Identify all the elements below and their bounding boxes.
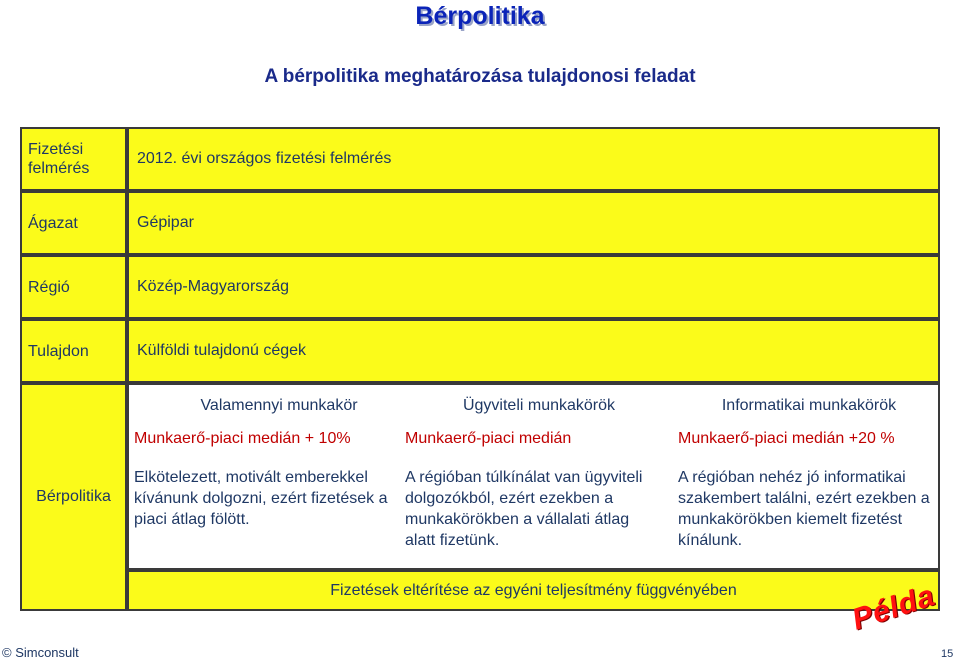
median-it-jobs: Munkaerő-piaci medián +20 % [678, 430, 895, 447]
row-value-sector [127, 191, 940, 255]
description-all-jobs: Elkötelezett, motivált emberekkel kívánunk dolgozni, ezért fizetések a piaci átlag fölött. [134, 469, 388, 528]
row-value-ownership-text: Külföldi tulajdonú cégek [137, 342, 307, 359]
row-value-survey [127, 127, 940, 191]
slide-title: Bérpolitika [415, 2, 545, 30]
description-admin-jobs: A régióban túlkínálat van ügyviteli dolgozókból, ezért ezekben a munkakörökben a vállalati átlag alatt fizetünk. [405, 469, 643, 549]
row-label-survey-text: Fizetési felmérés [28, 141, 90, 177]
performance-note [127, 570, 940, 611]
performance-note-text: Fizetések eltérítése az egyéni teljesítmény függvényében [330, 581, 737, 599]
row-value-region [127, 255, 940, 319]
median-all-jobs: Munkaerő-piaci medián + 10% [134, 430, 351, 447]
column-header-all-jobs: Valamennyi munkakör [200, 397, 358, 414]
median-admin-jobs: Munkaerő-piaci medián [405, 430, 572, 447]
slide-subtitle: A bérpolitika meghatározása tulajdonosi feladat [264, 66, 696, 87]
row-value-ownership [127, 319, 940, 383]
berpolitika-label [20, 383, 127, 611]
row-value-region-text: Közép-Magyarország [137, 278, 290, 295]
row-label-sector-text: Ágazat [28, 214, 78, 232]
description-it-jobs: A régióban nehéz jó informatikai szakembert találni, ezért ezekben a munkakörökben kiemelt fizetést kínálunk. [678, 469, 930, 549]
row-label-ownership [20, 319, 127, 383]
berpolitika-columns [127, 383, 940, 570]
row-label-sector [20, 191, 127, 255]
row-value-survey-text: 2012. évi országos fizetési felmérés [137, 150, 392, 167]
row-label-survey [20, 127, 127, 191]
example-stamp: Példa [848, 578, 940, 637]
page-number: 15 [941, 648, 954, 660]
row-label-ownership-text: Tulajdon [28, 342, 89, 360]
column-header-admin-jobs: Ügyviteli munkakörök [462, 397, 616, 414]
berpolitika-label-text: Bérpolitika [36, 488, 111, 505]
row-label-region-text: Régió [28, 278, 70, 296]
row-label-region [20, 255, 127, 319]
copyright: © Simconsult [2, 645, 79, 660]
row-value-sector-text: Gépipar [137, 214, 194, 231]
column-header-it-jobs: Informatikai munkakörök [721, 397, 897, 414]
